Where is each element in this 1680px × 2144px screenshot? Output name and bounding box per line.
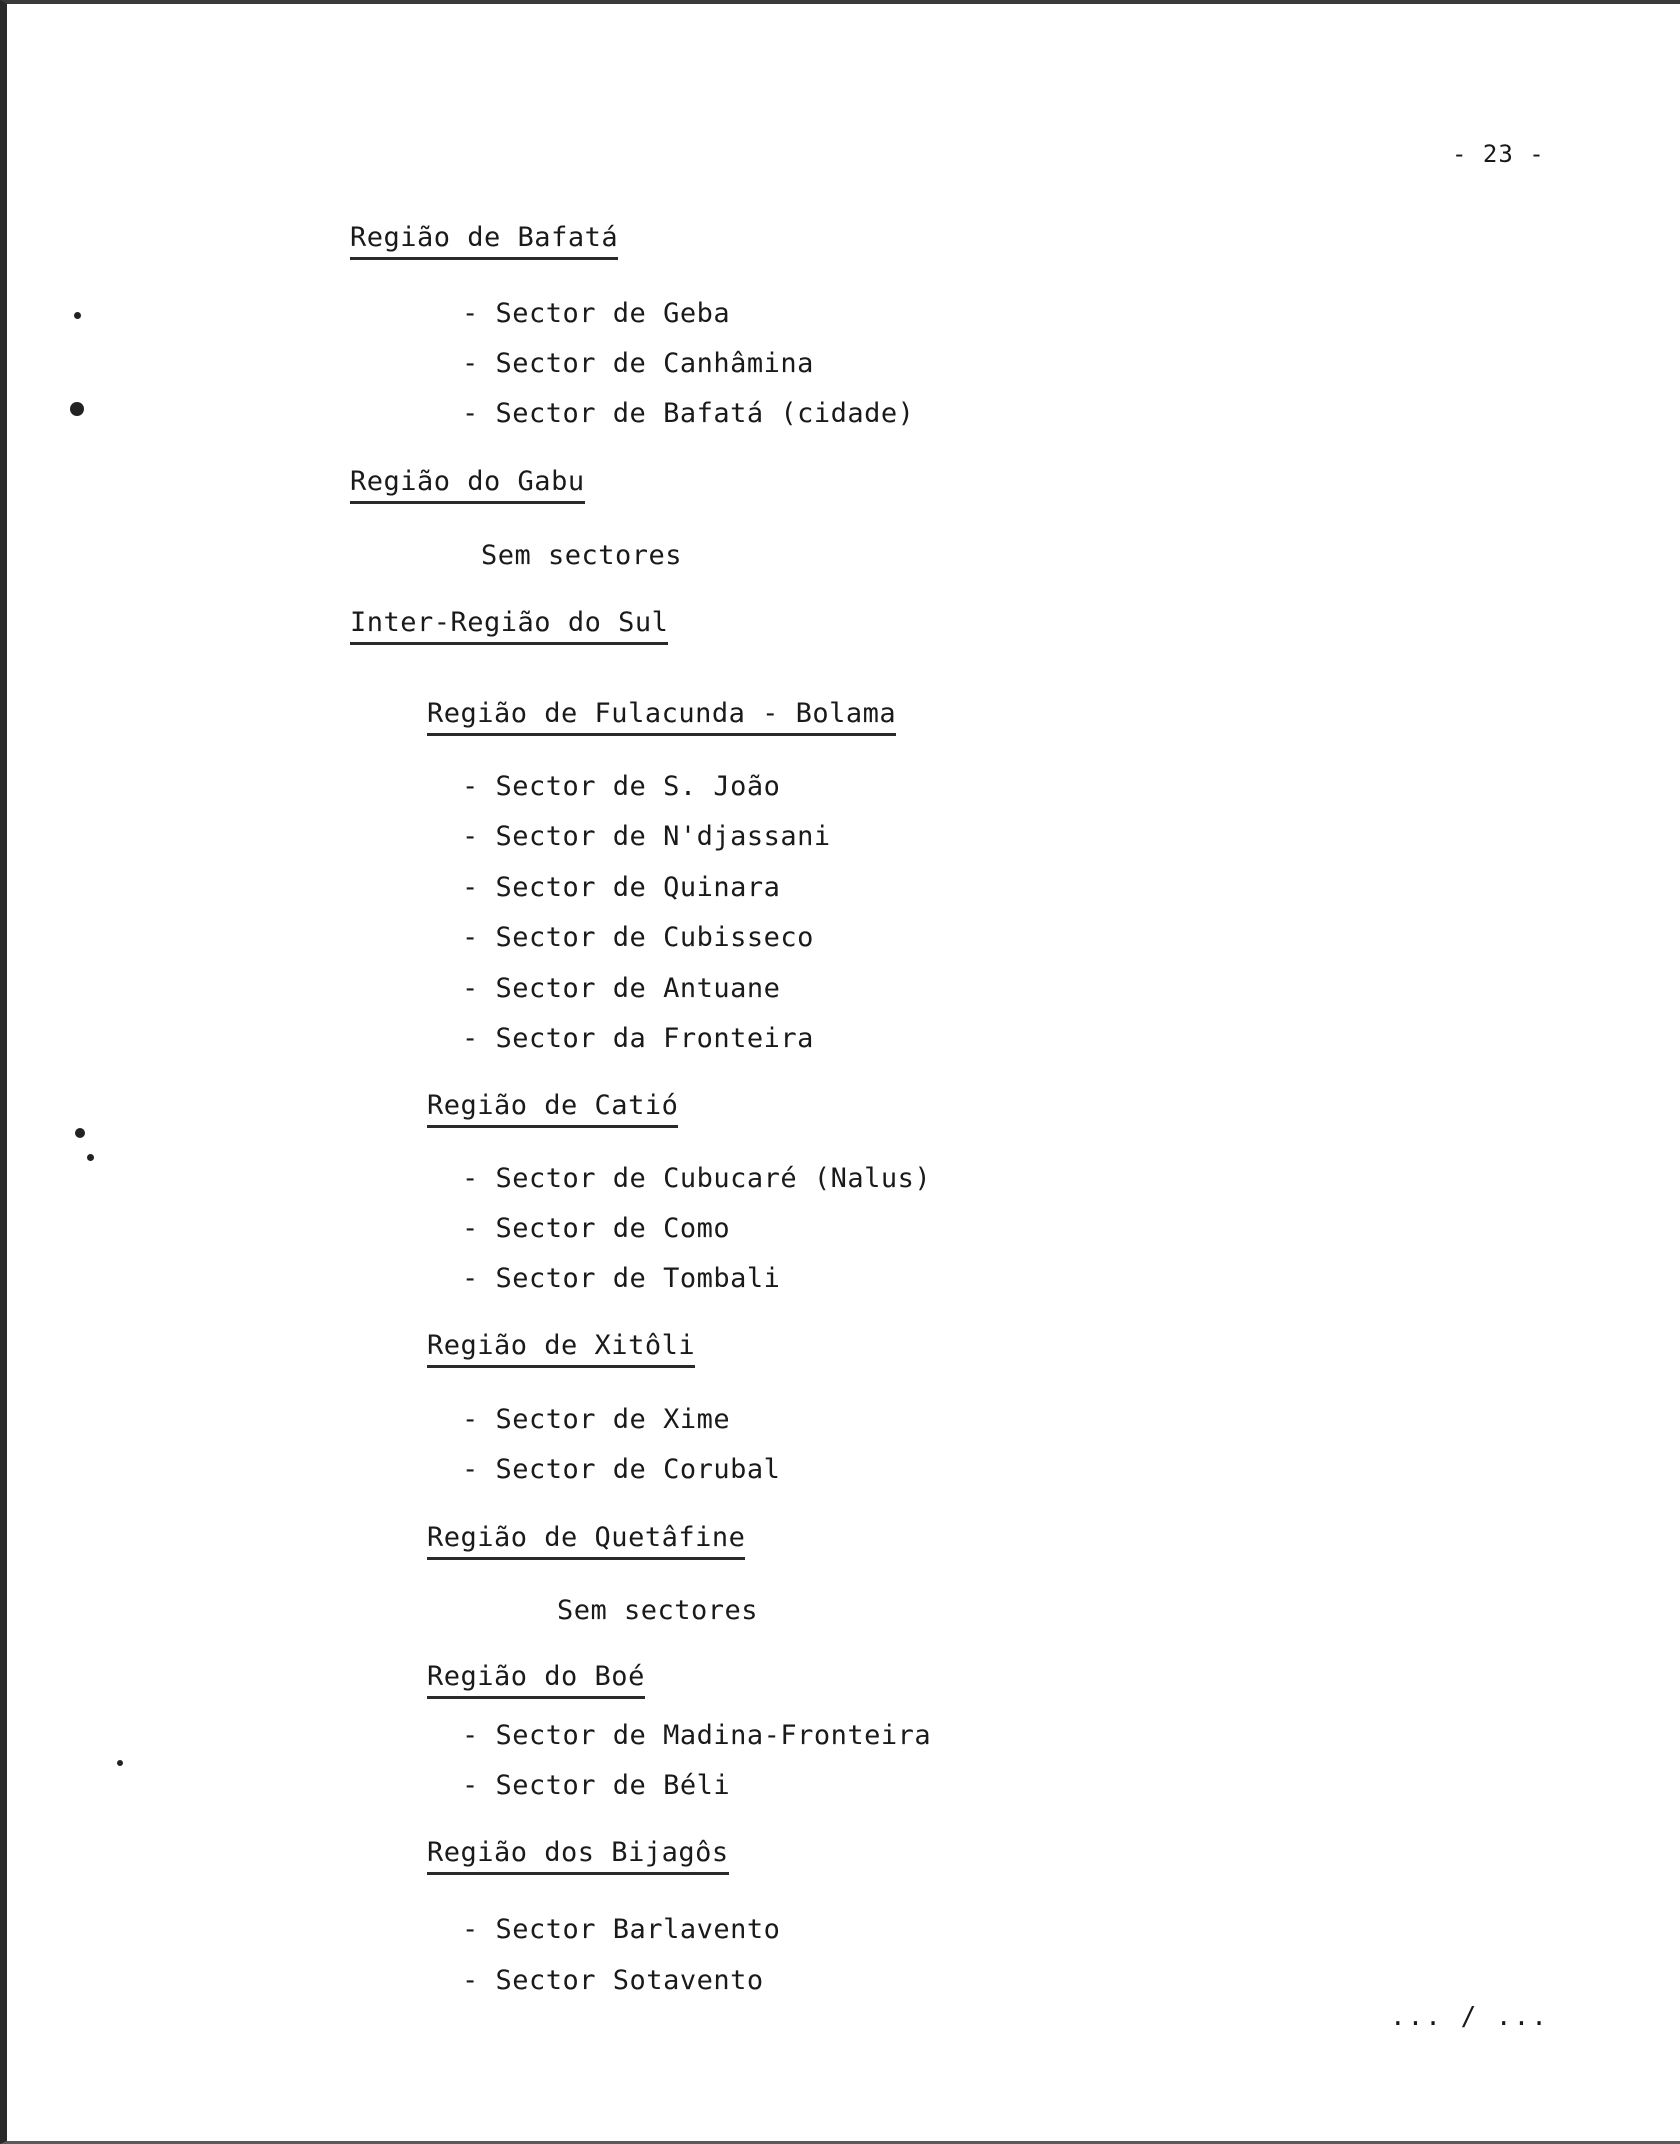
sector-item: - Sector de Cubisseco bbox=[462, 922, 814, 953]
sector-item: - Sector de Antuane bbox=[462, 973, 781, 1004]
sector-item: - Sector de S. João bbox=[462, 771, 781, 802]
no-sectors-note: Sem sectores bbox=[481, 540, 683, 571]
region-heading-fulacunda-bolama: Região de Fulacunda - Bolama bbox=[427, 698, 896, 736]
sector-item: - Sector de Madina-Fronteira bbox=[462, 1720, 932, 1751]
continuation-mark: ... / ... bbox=[1390, 2002, 1549, 2032]
no-sectors-note: Sem sectores bbox=[557, 1595, 759, 1626]
sector-item: - Sector Barlavento bbox=[462, 1914, 781, 1945]
sector-item: - Sector de Geba bbox=[462, 298, 731, 329]
sector-item: - Sector de Corubal bbox=[462, 1454, 781, 1485]
scan-speck bbox=[70, 402, 84, 416]
sector-item: - Sector de Bafatá (cidade) bbox=[462, 398, 915, 429]
region-heading-quetafine: Região de Quetâfine bbox=[427, 1522, 745, 1560]
sector-item: - Sector Sotavento bbox=[462, 1965, 764, 1996]
scan-speck bbox=[117, 1760, 123, 1766]
inter-region-heading-sul: Inter-Região do Sul bbox=[350, 607, 668, 645]
region-heading-gabu: Região do Gabu bbox=[350, 466, 585, 504]
scan-speck bbox=[74, 312, 81, 319]
sector-item: - Sector de Béli bbox=[462, 1770, 731, 1801]
sector-item: - Sector da Fronteira bbox=[462, 1023, 814, 1054]
scan-speck bbox=[87, 1154, 94, 1161]
scan-speck bbox=[75, 1128, 85, 1138]
sector-item: - Sector de N'djassani bbox=[462, 821, 831, 852]
sector-item: - Sector de Cubucaré (Nalus) bbox=[462, 1163, 932, 1194]
sector-item: - Sector de Canhâmina bbox=[462, 348, 814, 379]
region-heading-boe: Região do Boé bbox=[427, 1661, 645, 1699]
region-heading-xitoli: Região de Xitôli bbox=[427, 1330, 695, 1368]
sector-item: - Sector de Tombali bbox=[462, 1263, 781, 1294]
region-heading-bijagos: Região dos Bijagôs bbox=[427, 1837, 729, 1875]
sector-item: - Sector de Como bbox=[462, 1213, 731, 1244]
region-heading-bafata: Região de Bafatá bbox=[350, 222, 618, 260]
sector-item: - Sector de Quinara bbox=[462, 872, 781, 903]
region-heading-catio: Região de Catió bbox=[427, 1090, 678, 1128]
sector-item: - Sector de Xime bbox=[462, 1404, 731, 1435]
page-number: - 23 - bbox=[1452, 140, 1545, 168]
